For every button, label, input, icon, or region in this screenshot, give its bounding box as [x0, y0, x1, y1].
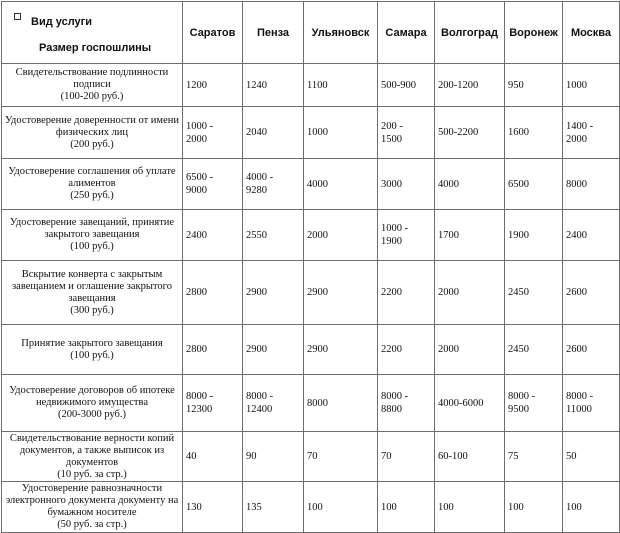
price-cell [563, 325, 620, 375]
table-row [2, 64, 620, 107]
price-value: 135 [246, 501, 262, 513]
service-type-label: Вид услуги [31, 15, 93, 28]
price-value: 1900 [508, 229, 529, 241]
city-header-moscow: Москва [563, 2, 620, 64]
price-cell [304, 159, 378, 210]
price-cell [505, 159, 563, 210]
price-cell [243, 64, 304, 107]
price-cell [378, 159, 435, 210]
price-cell [183, 159, 243, 210]
price-value: 1600 [508, 127, 529, 138]
price-value: 40 [186, 451, 197, 462]
price-cell [378, 482, 435, 533]
price-value: 12300 [186, 404, 213, 415]
price-value: 950 [508, 79, 524, 91]
price-cell [563, 261, 620, 325]
price-value: 70 [307, 451, 318, 462]
price-value: 1200 [186, 79, 207, 91]
price-cell [505, 64, 563, 107]
service-name: Вскрытие конверта с закрытым завещанием и оглашение закрытого завещания [12, 268, 172, 304]
state-fee: (200-3000 руб.) [57, 409, 127, 420]
price-value: 2550 [246, 229, 267, 241]
price-value: 4000 - [246, 172, 274, 183]
price-cell [183, 107, 243, 159]
service-name: Удостоверение завещаний, принятие закрытого завещания [9, 217, 175, 240]
price-value: 8000 - [508, 391, 536, 402]
price-value: 1100 [307, 79, 328, 91]
price-cell [435, 210, 505, 261]
service-cell [2, 375, 183, 432]
price-value: 1500 [381, 133, 402, 145]
price-cell [304, 375, 378, 432]
price-value: 1000 [307, 127, 328, 138]
price-value: 8000 - [246, 391, 274, 402]
price-value: 11000 [566, 404, 592, 415]
price-cell [304, 64, 378, 107]
table-row [2, 159, 620, 210]
price-value: 1700 [438, 229, 459, 241]
price-value: 1000 - [186, 120, 214, 132]
price-value: 8000 - [186, 391, 214, 402]
price-value: 100 [566, 501, 582, 513]
price-cell [505, 261, 563, 325]
price-value: 500-2200 [438, 127, 479, 138]
price-value: 100 [307, 501, 323, 513]
city-header-saratov: Саратов [183, 2, 243, 64]
price-value: 2450 [508, 344, 529, 355]
service-name: Свидетельствование подлинности подписи [15, 67, 169, 90]
service-cell [2, 482, 183, 533]
price-value: 9500 [508, 404, 529, 415]
city-header-volgograd: Волгоград [435, 2, 505, 64]
price-value: 12400 [246, 404, 273, 415]
price-cell [183, 482, 243, 533]
price-value: 2900 [307, 344, 328, 355]
price-cell [435, 325, 505, 375]
price-cell [243, 107, 304, 159]
price-cell [505, 482, 563, 533]
price-value: 4000 [438, 178, 459, 190]
state-fee: (100 руб.) [70, 241, 114, 252]
price-cell [243, 482, 304, 533]
bullet-square-icon [14, 13, 21, 20]
service-name: Удостоверение равнозначности электронного документа документу на бумажном носителе [5, 483, 179, 518]
service-name: Удостоверение доверенности от имени физических лиц [5, 114, 179, 138]
city-header-penza: Пенза [243, 2, 304, 64]
price-value: 75 [508, 451, 519, 462]
price-cell [243, 325, 304, 375]
price-cell [563, 107, 620, 159]
state-fee: (50 руб. за стр.) [57, 519, 127, 530]
price-cell [505, 107, 563, 159]
price-cell [563, 159, 620, 210]
price-cell [243, 210, 304, 261]
price-cell [304, 432, 378, 482]
price-value: 4000 [307, 178, 328, 190]
price-cell [378, 325, 435, 375]
table-row [2, 325, 620, 375]
price-cell [183, 64, 243, 107]
service-cell [2, 107, 183, 159]
price-cell [563, 482, 620, 533]
service-name: Свидетельствование верности копий документов, а также выписок из документов [9, 432, 175, 468]
service-name: Принятие закрытого завещания [21, 337, 163, 349]
price-cell [505, 325, 563, 375]
service-cell [2, 432, 183, 482]
price-cell [304, 325, 378, 375]
price-cell [505, 375, 563, 432]
price-value: 8000 - [381, 391, 409, 402]
price-value: 2600 [566, 344, 587, 355]
price-value: 9280 [246, 185, 267, 196]
table-header [2, 2, 620, 64]
price-value: 1900 [381, 236, 402, 247]
price-value: 50 [566, 451, 577, 462]
price-cell [183, 325, 243, 375]
price-cell [435, 64, 505, 107]
service-cell [2, 325, 183, 375]
price-cell [435, 107, 505, 159]
price-value: 2000 [307, 229, 328, 241]
price-value: 130 [186, 501, 202, 513]
price-value: 6500 [508, 178, 529, 190]
price-value: 2000 [438, 287, 459, 298]
price-value: 2200 [381, 344, 402, 355]
city-header-voronezh: Воронеж [505, 2, 563, 64]
table-body [2, 64, 620, 533]
price-value: 2900 [246, 344, 267, 355]
price-cell [505, 432, 563, 482]
price-cell [243, 261, 304, 325]
price-cell [435, 482, 505, 533]
table-row [2, 432, 620, 482]
price-value: 100 [438, 501, 454, 513]
price-value: 8000 [307, 397, 328, 409]
price-cell [183, 432, 243, 482]
price-value: 2400 [186, 229, 207, 241]
state-fee: (100 руб.) [70, 349, 114, 361]
price-cell [183, 261, 243, 325]
table-row [2, 107, 620, 159]
price-value: 100 [381, 501, 397, 513]
price-value: 60-100 [438, 451, 468, 462]
price-value: 2900 [246, 287, 267, 298]
header-service-cell [2, 2, 183, 64]
price-value: 2600 [566, 287, 587, 298]
service-cell [2, 159, 183, 210]
price-value: 8800 [381, 404, 402, 415]
notary-fees-table [1, 1, 620, 533]
fee-size-label: Размер госпошлины [39, 41, 152, 54]
price-cell [435, 375, 505, 432]
price-cell [435, 159, 505, 210]
header-row [2, 2, 620, 64]
price-cell [563, 210, 620, 261]
state-fee: (100-200 руб.) [60, 91, 124, 102]
price-cell [304, 482, 378, 533]
service-name: Удостоверение договоров об ипотеке недвижимого имущества [9, 385, 175, 408]
city-header-ulyanovsk: Ульяновск [304, 2, 378, 64]
price-value: 90 [246, 451, 257, 462]
state-fee: (200 руб.) [70, 138, 114, 150]
price-value: 2000 [438, 344, 459, 355]
price-value: 1000 [566, 79, 587, 91]
price-value: 2040 [246, 127, 267, 138]
price-value: 2800 [186, 287, 207, 298]
price-cell [378, 210, 435, 261]
price-value: 1400 - [566, 120, 594, 132]
price-value: 3000 [381, 178, 402, 190]
price-value: 200 - [381, 120, 403, 132]
price-value: 100 [508, 501, 524, 513]
price-value: 4000-6000 [438, 397, 484, 409]
price-cell [378, 64, 435, 107]
state-fee: (250 руб.) [70, 190, 114, 201]
table-row [2, 210, 620, 261]
price-value: 200-1200 [438, 79, 479, 91]
price-value: 2000 [186, 133, 207, 145]
state-fee: (300 руб.) [70, 304, 114, 316]
service-cell [2, 210, 183, 261]
table-row [2, 482, 620, 533]
price-cell [378, 432, 435, 482]
price-cell [304, 107, 378, 159]
table-row [2, 375, 620, 432]
state-fee: (10 руб. за стр.) [57, 468, 127, 480]
price-value: 2900 [307, 287, 328, 298]
price-cell [243, 159, 304, 210]
price-value: 70 [381, 451, 392, 462]
price-cell [563, 64, 620, 107]
price-value: 2000 [566, 133, 587, 145]
service-cell [2, 64, 183, 107]
price-value: 8000 - [566, 391, 594, 402]
price-cell [435, 432, 505, 482]
price-cell [505, 210, 563, 261]
price-cell [378, 261, 435, 325]
price-cell [435, 261, 505, 325]
price-value: 1000 - [381, 223, 409, 234]
price-cell [183, 210, 243, 261]
price-cell [243, 432, 304, 482]
price-cell [304, 261, 378, 325]
service-cell [2, 261, 183, 325]
price-value: 2200 [381, 287, 402, 298]
price-cell [304, 210, 378, 261]
price-value: 1240 [246, 79, 267, 91]
price-cell [378, 107, 435, 159]
price-cell [243, 375, 304, 432]
price-cell [378, 375, 435, 432]
price-value: 2450 [508, 287, 529, 298]
price-value: 500-900 [381, 79, 416, 91]
price-cell [563, 432, 620, 482]
price-value: 8000 [566, 178, 587, 190]
table-row [2, 261, 620, 325]
price-value: 2800 [186, 344, 207, 355]
price-cell [183, 375, 243, 432]
price-value: 9000 [186, 185, 207, 196]
price-cell [563, 375, 620, 432]
city-header-samara: Самара [378, 2, 435, 64]
service-name: Удостоверение соглашения об уплате алиментов [8, 166, 176, 189]
price-value: 2400 [566, 229, 587, 241]
price-value: 6500 - [186, 172, 214, 183]
